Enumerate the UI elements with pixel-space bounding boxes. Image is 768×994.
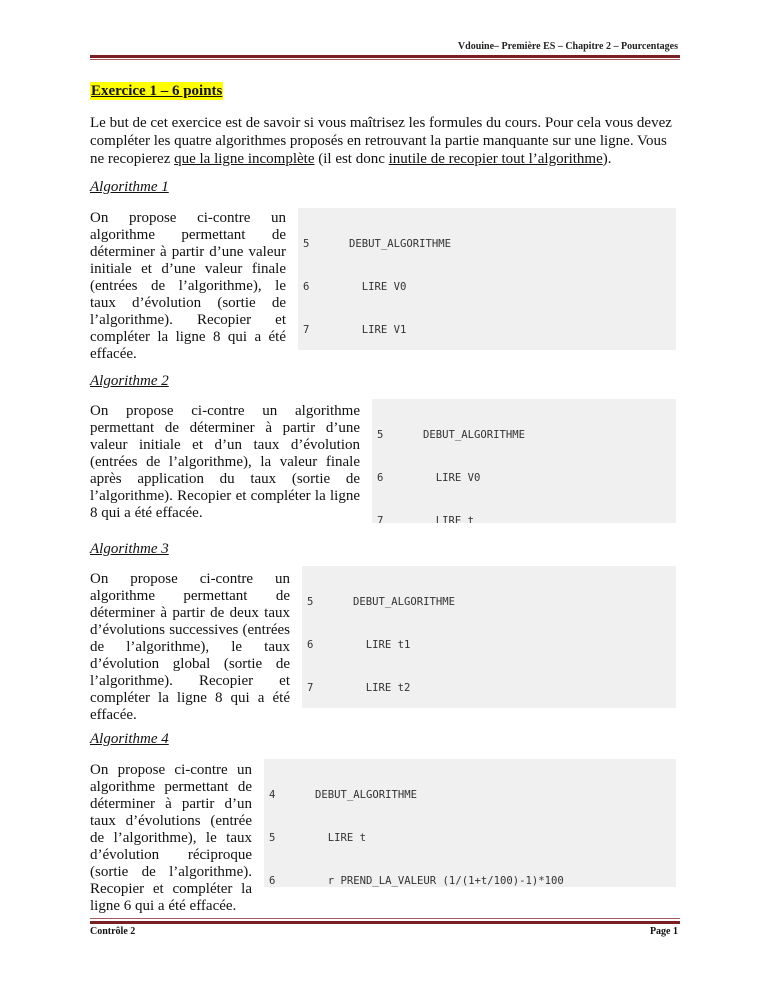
footer-rule <box>90 921 680 924</box>
code-line: 4 DEBUT_ALGORITHME <box>269 788 418 801</box>
algorithm-2-code <box>372 399 676 523</box>
algorithm-4-description: On propose ci-contre un algorithme permettant de déterminer à partir d’un taux d’évolutions (entrée de l’algorithme), le taux d’évolution réciproque (sortie de l’algorithme). Recopier et compléter la ligne 6 qui a été effacée. <box>90 762 252 914</box>
code-line: 5 LIRE t <box>269 831 367 844</box>
header-rule-thin <box>90 59 680 60</box>
exercise-intro: Le but de cet exercice est de savoir si vous maîtrisez les formules du cours. Pour cela vous devez compléter les quatre algorithmes proposés en retrouvant la partie manquante sur une ligne. Vous ne recopierez que la ligne incomplète (il est donc inutile de recopier tout l’algorithme). <box>90 115 672 167</box>
algorithm-3-title: Algorithme 3 <box>90 541 169 557</box>
algorithm-3-code <box>302 566 676 708</box>
algorithm-1-code <box>298 208 676 350</box>
code-line: 5 DEBUT_ALGORITHME <box>377 428 526 441</box>
algorithm-4-code <box>264 759 676 887</box>
code-line: 6 LIRE V0 <box>377 471 481 484</box>
algorithm-2-title: Algorithme 2 <box>90 373 169 389</box>
algorithm-3-description: On propose ci-contre un algorithme permettant de déterminer à partir de deux taux d’évolutions successives (entrées de l’algorithme), le taux d’évolution global (sortie de l’algorithme). Recopier et compléter la ligne 8 qui a été effacée. <box>90 571 290 723</box>
code-line: 6 LIRE t1 <box>307 638 411 651</box>
algorithm-2-description: On propose ci-contre un algorithme permettant de déterminer à partir d’une valeur initiale et d’un taux d’évolution (entrées de l’algorithme), la valeur finale après application du taux (sortie de l’algorithme). Recopier et compléter la ligne 8 qui a été effacée. <box>90 403 360 521</box>
page-header: Vdouine– Première ES – Chapitre 2 – Pourcentages <box>457 41 678 52</box>
code-line: 6 r PREND_LA_VALEUR (1/(1+t/100)-1)*100 <box>269 874 564 887</box>
page-number: Page 1 <box>649 926 678 937</box>
header-rule <box>90 55 680 58</box>
algorithm-4-title: Algorithme 4 <box>90 731 169 747</box>
footer-left: Contrôle 2 <box>90 926 136 937</box>
exercise-title: Exercice 1 – 6 points <box>91 83 223 99</box>
footer-rule-thin <box>90 918 680 919</box>
code-line: 7 LIRE t2 <box>307 681 411 694</box>
code-line: 5 DEBUT_ALGORITHME <box>303 237 452 250</box>
code-line: 5 DEBUT_ALGORITHME <box>307 595 456 608</box>
algorithm-1-description: On propose ci-contre un algorithme permettant de déterminer à partir d’une valeur initiale et d’une valeur finale (entrées de l’algorithme), le taux d’évolution (sortie de l’algorithme). Recopier et compléter la ligne 8 qui a été effacée. <box>90 210 286 362</box>
algorithm-1-title: Algorithme 1 <box>90 179 169 195</box>
code-line: 7 LIRE t <box>377 514 475 523</box>
code-line: 7 LIRE V1 <box>303 323 407 336</box>
code-line: 6 LIRE V0 <box>303 280 407 293</box>
